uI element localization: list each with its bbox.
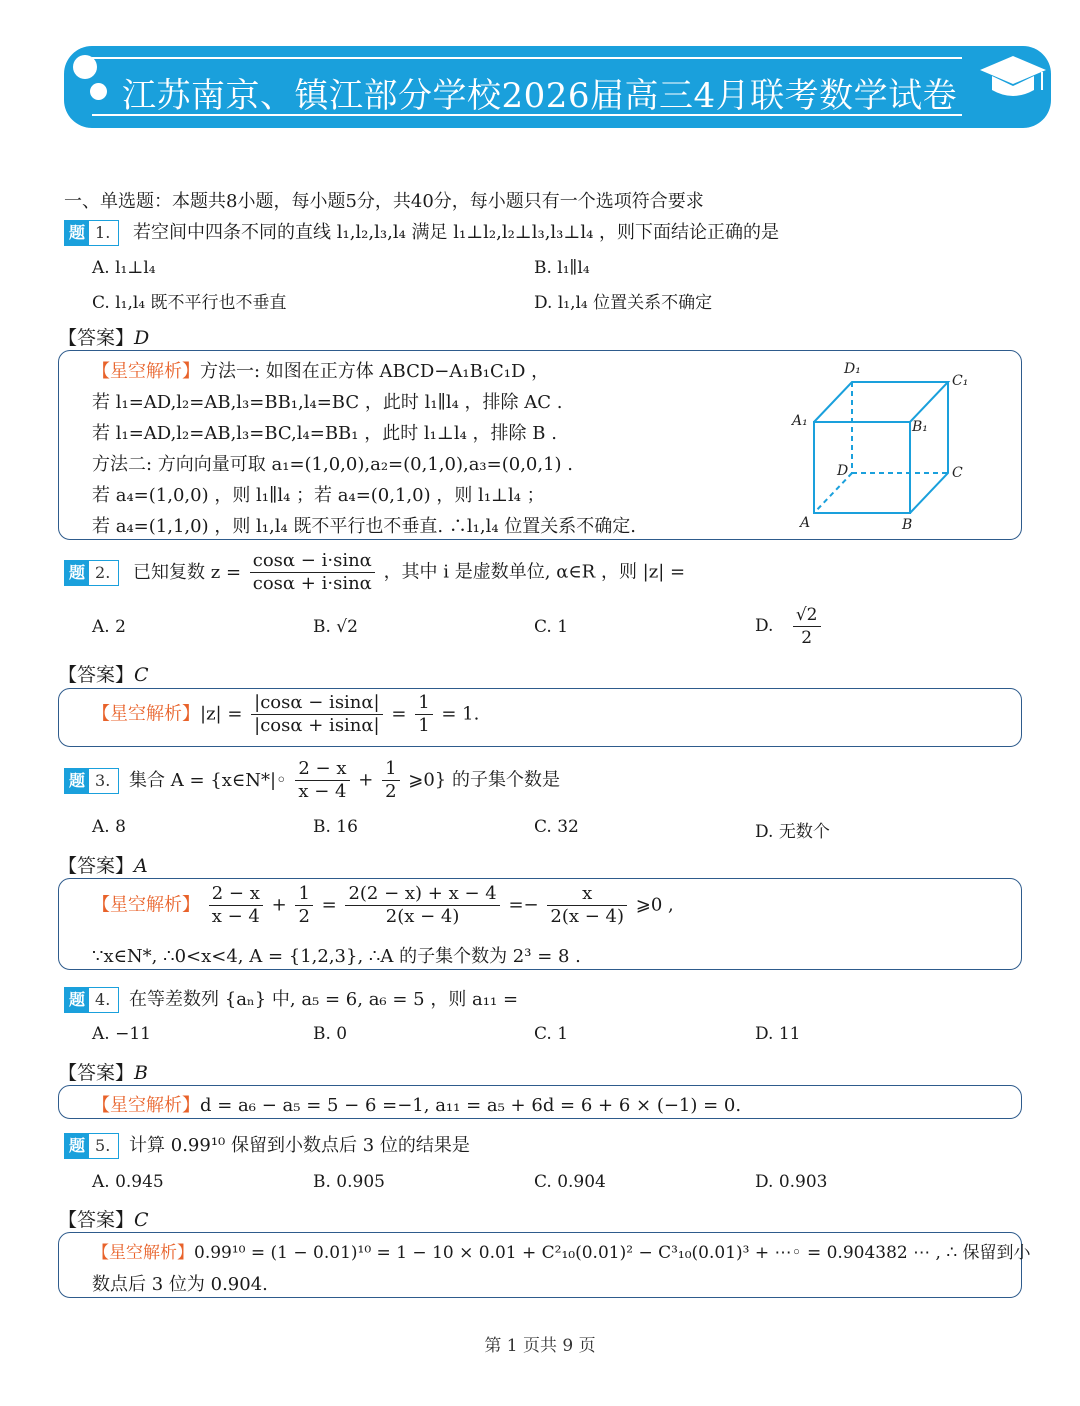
option-c: C. 0.904 [534, 1172, 606, 1192]
vertex-label: B [902, 517, 913, 533]
question-1 [64, 218, 779, 246]
option-d: D. 0.903 [755, 1172, 828, 1192]
question-badge: 题 3. [64, 768, 119, 794]
option-b: B. √2 [313, 617, 358, 637]
option-a: A. 8 [92, 817, 126, 837]
vertex-label: C₁ [952, 373, 969, 389]
analysis-line: ∵x∈N*, ∴0<x<4, A = {1,2,3}, ∴A 的子集个数为 2³ = 8 . [92, 946, 581, 967]
option-d: D. 无数个 [755, 822, 830, 842]
vertex-label: B₁ [912, 419, 928, 435]
banner-dot [90, 83, 107, 100]
analysis-line: 若 l₁=AD,l₂=AB,l₃=BB₁,l₄=BC ，此时 l₁∥l₄ ，排除 AC . [92, 392, 563, 413]
answer-line: 【答案】D [58, 327, 150, 349]
vertex-label: D₁ [844, 361, 861, 377]
option-c: C. l₁,l₄ 既不平行也不垂直 [92, 293, 287, 313]
option-a: A. −11 [92, 1024, 151, 1044]
question-badge: 题 1. [64, 220, 119, 246]
question-text: 若空间中四条不同的直线 l₁,l₂,l₃,l₄ 满足 l₁⊥l₂,l₂⊥l₃,l₃⊥l₄ ，则下面结论正确的是 [133, 222, 780, 243]
answer-line: 【答案】B [58, 1062, 148, 1084]
analysis-line: 【星空解析】 $\frac{2 - x}{x - 4}$ + $\frac{1}{2}$ = $\frac{2(2 - x) + x - 4}{2(x - 4)}$ =− $\frac{x}{2(x - 4)}$ ⩾0 , [92, 883, 674, 927]
option-b: B. 16 [313, 817, 358, 837]
option-a: A. 2 [92, 617, 126, 637]
option-a: A. 0.945 [92, 1172, 164, 1192]
question-2: 题 2. 已知复数 z = $\frac{\cos\alpha - i\cdot\sin\alpha}{\cos\alpha + i\cdot\sin\alpha}$ ，其中 i 是虚数单位, α∈R ，则 |z| = [64, 550, 685, 595]
analysis-line: 方法二: 方向向量可取 a₁=(1,0,0),a₂=(0,1,0),a₃=(0,0,1) . [92, 454, 574, 475]
analysis-line: 【星空解析】|z| = $\frac{|\cos\alpha - isin\alpha|}{|\cos\alpha + isin\alpha|}$ = $\frac{1}{1}$ = 1. [92, 692, 480, 736]
option-d: D. 11 [755, 1024, 801, 1044]
answer-line: 【答案】C [58, 1209, 149, 1231]
question-badge: 题 2. [64, 560, 119, 586]
analysis-line: 数点后 3 位为 0.904. [92, 1274, 268, 1295]
question-3: 题 3. 集合 A = {x∈N*|◦ $\frac{2 - x}{x - 4}$ + $\frac{1}{2}$ ⩾0} 的子集个数是 [64, 758, 560, 803]
page-footer: 第 1 页共 9 页 [484, 1336, 596, 1356]
page-title: 江苏南京、镇江部分学校2026届高三4月联考数学试卷 [122, 76, 958, 116]
option-d: D. l₁,l₄ 位置关系不确定 [534, 293, 713, 313]
graduation-cap-icon [978, 50, 1048, 110]
analysis-line: 若 a₄=(1,0,0) ，则 l₁∥l₄ ；若 a₄=(0,1,0) ，则 l₁⊥l₄ ； [92, 485, 545, 506]
answer-value: D [134, 327, 150, 349]
vertex-label: A [800, 515, 811, 531]
option-b: B. 0 [313, 1024, 348, 1044]
question-badge: 题 5. [64, 1133, 119, 1159]
vertex-label: D [837, 463, 849, 479]
banner-dot [73, 55, 97, 79]
analysis-line: 【星空解析】方法一: 如图在正方体 ABCD−A₁B₁C₁D ， [92, 361, 550, 382]
option-b: B. l₁∥l₄ [534, 258, 590, 278]
section-title: 一、单选题：本题共8小题，每小题5分，共40分，每小题只有一个选项符合要求 [64, 191, 704, 212]
vertex-label: A₁ [792, 413, 808, 429]
answer-line: 【答案】C [58, 664, 149, 686]
question-5: 题 5. 计算 0.99¹⁰ 保留到小数点后 3 位的结果是 [64, 1131, 470, 1159]
question-4: 题 4. 在等差数列 {aₙ} 中, a₅ = 6, a₆ = 5 ，则 a₁₁ = [64, 985, 518, 1013]
analysis-line: 若 l₁=AD,l₂=AB,l₃=BC,l₄=BB₁ ，此时 l₁⊥l₄ ，排除 B . [92, 423, 557, 444]
question-badge: 题 4. [64, 987, 119, 1013]
banner-divider [92, 57, 962, 59]
option-b: B. 0.905 [313, 1172, 385, 1192]
analysis-line: 【星空解析】d = a₆ − a₅ = 5 − 6 =−1, a₁₁ = a₅ + 6d = 6 + 6 × (−1) = 0. [92, 1095, 742, 1116]
option-a: A. l₁⊥l₄ [92, 258, 156, 278]
vertex-label: C [952, 465, 963, 481]
analysis-line: 若 a₄=(1,1,0) ，则 l₁,l₄ 既不平行也不垂直. ∴l₁,l₄ 位置关系不确定. [92, 516, 636, 537]
option-c: C. 1 [534, 617, 569, 637]
fraction: $\frac{\cos\alpha - i\cdot\sin\alpha}{\cos\alpha + i\cdot\sin\alpha}$ [250, 550, 375, 595]
option-d: D. $\frac{√2}{2}$ [755, 604, 824, 649]
answer-line: 【答案】A [58, 855, 148, 877]
cube-figure [780, 355, 990, 535]
analysis-line: 【星空解析】0.99¹⁰ = (1 − 0.01)¹⁰ = 1 − 10 × 0.01 + C²₁₀(0.01)² − C³₁₀(0.01)³ + ⋯◦ = 0.904382 ⋯ , ∴ 保留到小 [92, 1243, 1031, 1263]
option-c: C. 32 [534, 817, 579, 837]
option-c: C. 1 [534, 1024, 569, 1044]
